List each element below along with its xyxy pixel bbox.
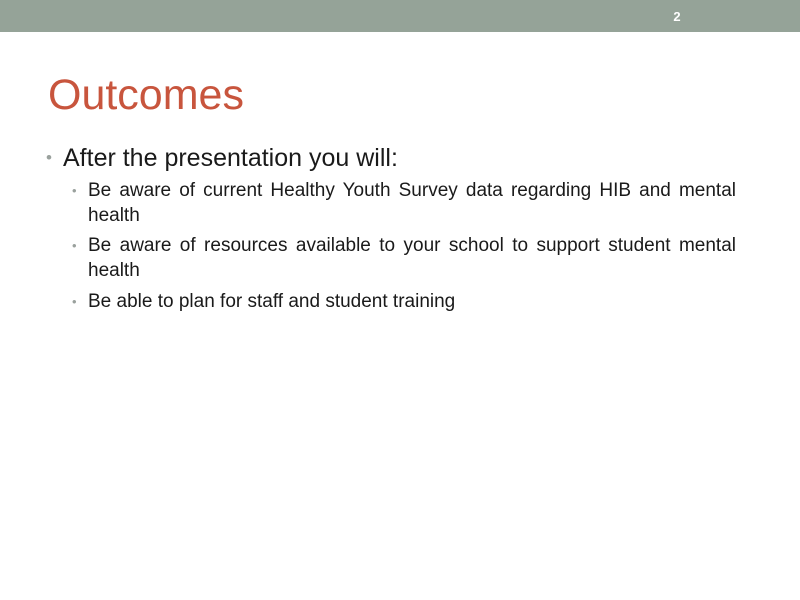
bullet-icon: • <box>72 183 77 198</box>
sub-bullet-survey-data <box>72 178 736 228</box>
sub-bullet-text: Be able to plan for staff and student training <box>88 291 456 312</box>
sub-bullet-text: Be aware of current Healthy Youth Survey data regarding HIB and mental health <box>88 180 736 226</box>
bullet-icon: • <box>72 294 77 309</box>
bullet-lead-text: After the presentation you will: <box>63 144 398 172</box>
slide-title: Outcomes <box>48 71 244 119</box>
bullet-lead <box>46 143 746 173</box>
slide-number: 2 <box>673 9 681 24</box>
sub-bullet-text: Be aware of resources available to your school to support student mental health <box>88 235 736 281</box>
bullet-icon: • <box>72 238 77 253</box>
sub-bullet-training <box>72 289 736 314</box>
bullet-icon: • <box>46 148 52 167</box>
sub-bullet-resources <box>72 233 736 283</box>
